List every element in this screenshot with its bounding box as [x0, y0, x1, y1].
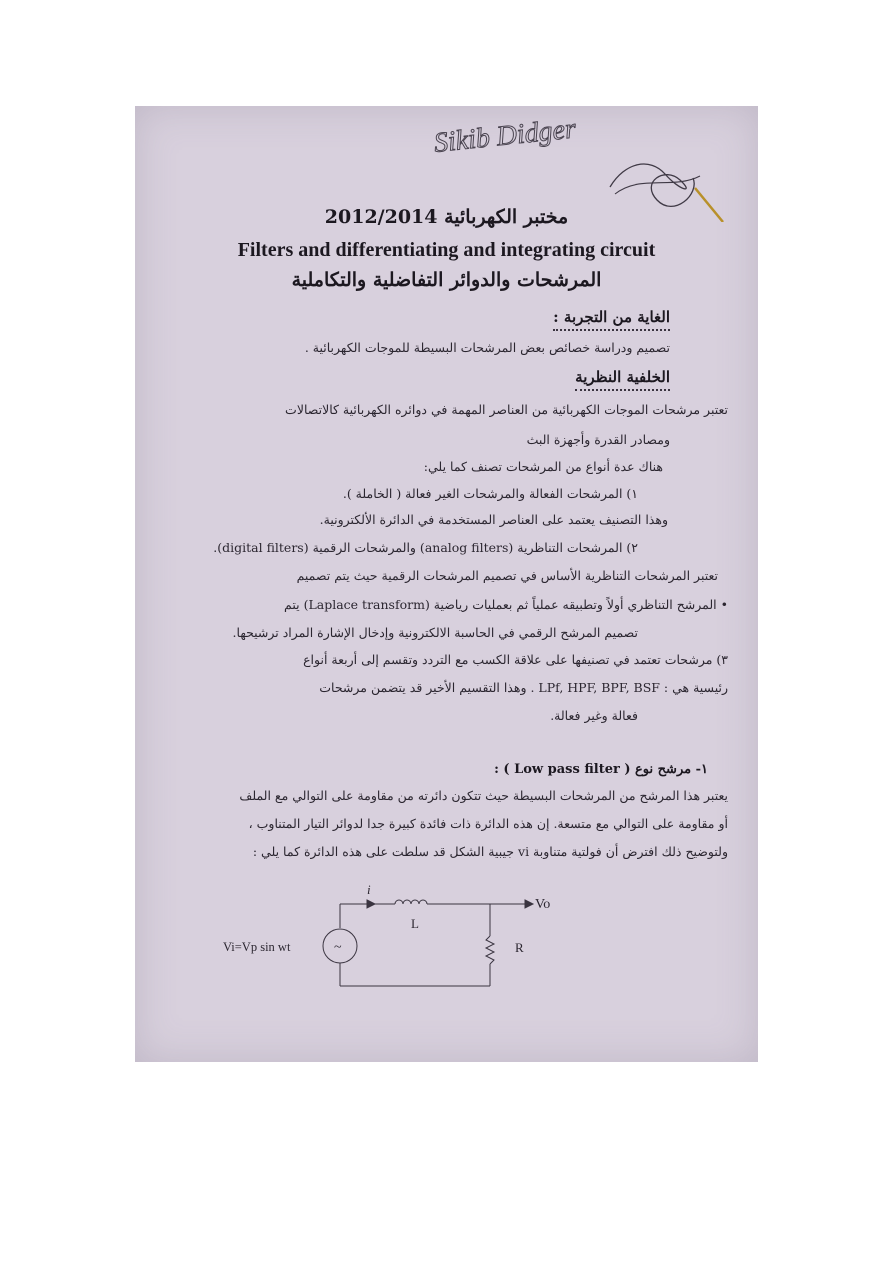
lab-title-english: Filters and differentiating and integrating circuit [237, 239, 656, 261]
lowpass-line: ولتوضيح ذلك افترض أن فولتية متناوبة vi جيبية الشكل قد سلطت على هذه الدائرة كما يلي : [252, 844, 728, 859]
aim-text: تصميم ودراسة خصائص بعض المرشحات البسيطة للموجات الكهربائية . [304, 340, 670, 355]
theory-line: ٢) المرشحات التناظرية (analog filters) والمرشحات الرقمية (digital filters). [213, 540, 638, 555]
theory-line: هناك عدة أنواع من المرشحات تصنف كما يلي: [423, 459, 663, 474]
theory-line: ١) المرشحات الفعالة والمرشحات الغير فعالة ( الخاملة ). [342, 486, 638, 501]
theory-line: رئيسية هي : LPf, HPF, BPF, BSF . وهذا التقسيم الأخير قد يتضمن مرشحات [319, 680, 728, 695]
current-label: i [367, 882, 371, 897]
ac-source-symbol: ~ [334, 940, 342, 955]
resistor-label: R [515, 940, 524, 955]
signature-text: Sikib Didger [432, 113, 578, 159]
theory-line: ٣) مرشحات تعتمد في تصنيفها على علاقة الكسب مع التردد وتقسم إلى أربعة أنواع [303, 652, 728, 667]
document-page [135, 106, 758, 1062]
theory-line: فعالة وغير فعالة. [550, 708, 638, 723]
rl-lowpass-circuit-diagram [205, 876, 585, 996]
theory-line: تعتبر المرشحات التناظرية الأساس في تصميم المرشحات الرقمية حيث يتم تصميم [296, 568, 718, 583]
lab-subtitle-arabic: المرشحات والدوائر التفاضلية والتكاملية [291, 269, 602, 291]
lab-title-arabic: مختبر الكهربائية 2012/2014 [324, 206, 569, 228]
lowpass-line: أو مقاومة على التوالي مع متسعة. إن هذه الدائرة ذات فائدة كبيرة جدا لدوائر التيار المتناوب ، [248, 816, 728, 831]
theory-line: وهذا التصنيف يعتمد على العناصر المستخدمة في الدائرة الألكترونية. [319, 512, 668, 527]
output-voltage-label: Vo [535, 897, 551, 912]
inductor-label: L [411, 916, 419, 931]
lowpass-heading: ١- مرشح نوع ( Low pass filter ) : [494, 762, 708, 777]
theory-line: تعتبر مرشحات الموجات الكهربائية من العناصر المهمة في دوائره الكهربائية كالاتصالات [285, 402, 728, 417]
theory-line: ومصادر القدرة وأجهزة البث [526, 432, 670, 447]
source-voltage-label: Vi=Vp sin wt [223, 940, 291, 954]
theory-line: تصميم المرشح الرقمي في الحاسبة الالكترونية وإدخال الإشارة المراد ترشيحها. [232, 625, 638, 640]
theory-heading: الخلفية النظرية [575, 368, 670, 391]
aim-heading: الغاية من التجربة : [553, 308, 670, 331]
lowpass-line: يعتبر هذا المرشح من المرشحات البسيطة حيث تتكون دائرته من مقاومة على التوالي مع الملف [239, 788, 728, 803]
theory-line: • المرشح التناظري أولاً وتطبيقه عملياً ثم بعمليات رياضية (Laplace transform) يتم [284, 597, 728, 612]
